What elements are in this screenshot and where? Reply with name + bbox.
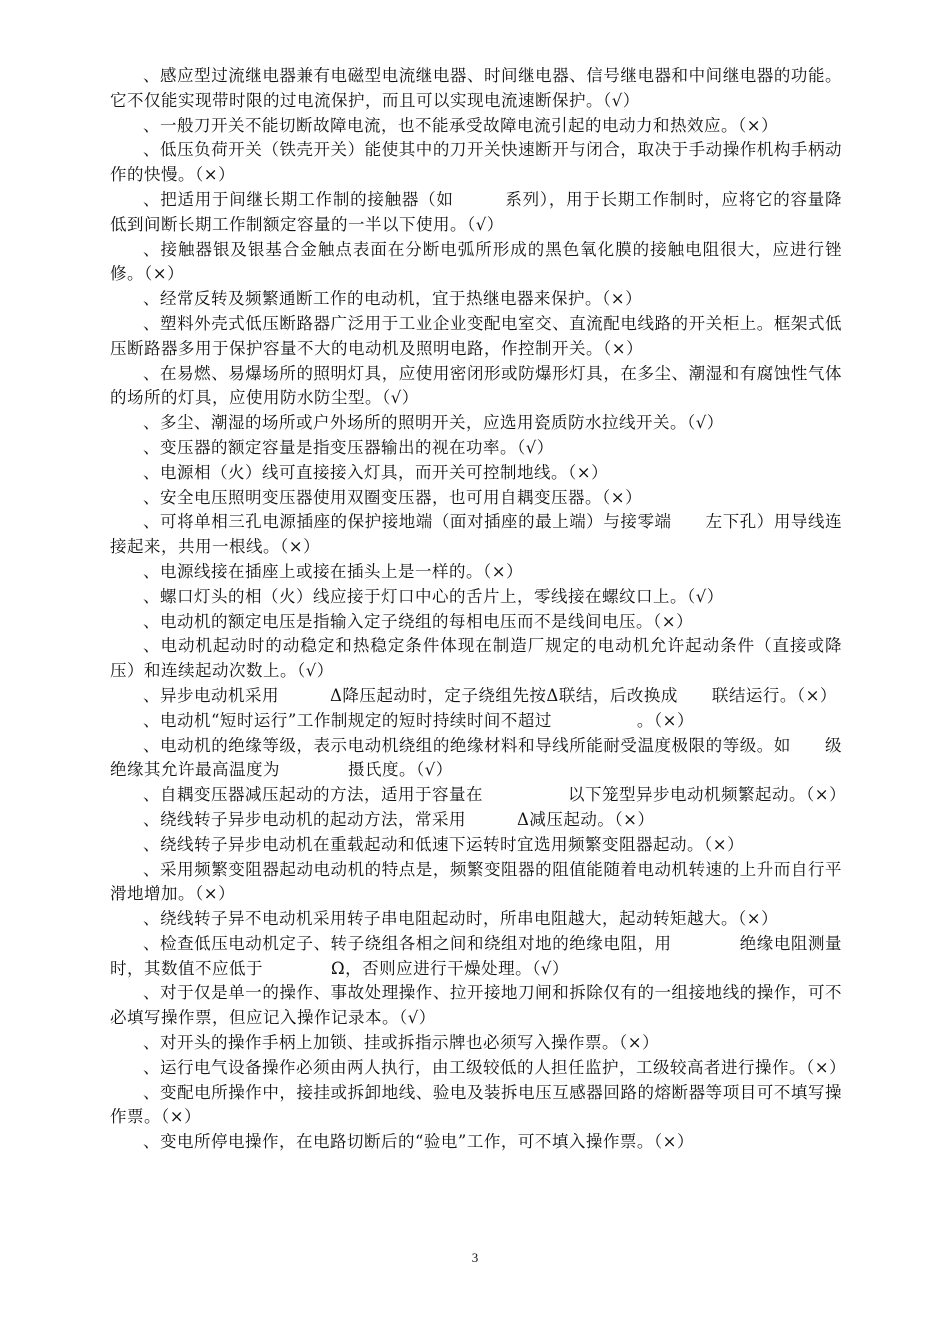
true-false-item: 、变压器的额定容量是指变压器输出的视在功率。（√）: [143, 437, 554, 457]
true-false-item: 、绕线转子异步电动机在重载起动和低速下运转时宜选用频繁变阻器起动。（×）: [143, 834, 745, 854]
true-false-item: 、多尘、潮湿的场所或户外场所的照明开关，应选用瓷质防水拉线开关。（√）: [143, 413, 724, 433]
true-false-item: 、电动机“短时运行”工作制规定的短时持续时间不超过 。（×）: [143, 710, 694, 730]
true-false-item: 、螺口灯头的相（火）线应接于灯口中心的舌片上，零线接在螺纹口上。（√）: [143, 586, 724, 606]
true-false-item: 、对开头的操作手柄上加锁、挂或拆指示牌也必须写入操作票。（×）: [143, 1033, 660, 1053]
true-false-item: 、可将单相三孔电源插座的保护接地端（面对插座的最上端）与接零端 左下孔）用导线连接起来，共用一根线。（×）: [110, 512, 842, 557]
true-false-item: 、对于仅是单一的操作、事故处理操作、拉开接地刀闸和拆除仅有的一组接地线的操作，可不必填写操作票，但应记入操作记录本。（√）: [110, 983, 842, 1028]
true-false-item: 、电动机的绝缘等级，表示电动机绕组的绝缘材料和导线所能耐受温度极限的等级。如 级绝缘其允许最高温度为 摄氏度。（√）: [110, 735, 842, 780]
true-false-item: 、绕线转子异不电动机采用转子串电阻起动时，所串电阻越大，起动转矩越大。（×）: [143, 909, 779, 929]
true-false-item: 、变电所停电操作，在电路切断后的“验电”工作，可不填入操作票。（×）: [143, 1132, 694, 1152]
true-false-item: 、在易燃、易爆场所的照明灯具，应使用密闭形或防爆形灯具，在多尘、潮湿和有腐蚀性气体的场所的灯具，应使用防水防尘型。（√）: [110, 363, 842, 408]
true-false-item: 、电源线接在插座上或接在插头上是一样的。（×）: [143, 561, 524, 581]
true-false-item: 、运行电气设备操作必须由两人执行，由工级较低的人担任监护，工级较高者进行操作。（×）: [143, 1057, 847, 1077]
page-number: 3: [471, 1250, 479, 1265]
true-false-item: 、变配电所操作中，接挂或拆卸地线、验电及装拆电压互感器回路的熔断器等项目可不填写操作票。（×）: [110, 1082, 842, 1127]
true-false-item: 、检查低压电动机定子、转子绕组各相之间和绕组对地的绝缘电阻，用 绝缘电阻测量时，其数值不应低于 Ω，否则应进行干燥处理。（√）: [110, 933, 842, 978]
true-false-item: 、绕线转子异步电动机的起动方法，常采用 Δ减压起动。（×）: [143, 809, 655, 829]
true-false-item: 、安全电压照明变压器使用双圈变压器，也可用自耦变压器。（×）: [143, 487, 643, 507]
true-false-item: 、把适用于间继长期工作制的接触器（如 系列），用于长期工作制时，应将它的容量降低到间断长期工作制额定容量的一半以下使用。（√）: [110, 189, 842, 234]
true-false-item: 、接触器银及银基合金触点表面在分断电弧所形成的黑色氧化膜的接触电阻很大，应进行锉修。（×）: [110, 239, 842, 284]
true-false-item: 、采用频繁变阻器起动电动机的特点是，频繁变阻器的阻值能随着电动机转速的上升而自行平滑地增加。（×）: [110, 859, 842, 904]
true-false-item: 、低压负荷开关（铁壳开关）能使其中的刀开关快速断开与闭合，取决于手动操作机构手柄动作的快慢。（×）: [110, 140, 842, 185]
true-false-item: 、塑料外壳式低压断路器广泛用于工业企业变配电室交、直流配电线路的开关柜上。框架式低压断路器多用于保护容量不大的电动机及照明电路，作控制开关。（×）: [110, 313, 842, 358]
true-false-item: 、感应型过流继电器兼有电磁型电流继电器、时间继电器、信号继电器和中间继电器的功能。它不仅能实现带时限的过电流保护，而且可以实现电流速断保护。（√）: [110, 66, 842, 110]
question-list: [110, 64, 847, 1155]
true-false-item: 、电动机的额定电压是指输入定子绕组的每相电压而不是线间电压。（×）: [143, 611, 694, 631]
true-false-item: 、电源相（火）线可直接接入灯具，而开关可控制地线。（×）: [143, 462, 609, 482]
true-false-item: 、自耦变压器减压起动的方法，适用于容量在 以下笼型异步电动机频繁起动。（×）: [143, 785, 847, 805]
true-false-item: 、电动机起动时的动稳定和热稳定条件体现在制造厂规定的电动机允许起动条件（直接或降压）和连续起动次数上。（√）: [110, 636, 842, 681]
true-false-item: 、异步电动机采用 Δ降压起动时，定子绕组先按Δ联结，后改换成 联结运行。（×）: [143, 685, 837, 705]
true-false-item: 、经常反转及频繁通断工作的电动机，宜于热继电器来保护。（×）: [143, 289, 643, 309]
true-false-item: 、一般刀开关不能切断故障电流，也不能承受故障电流引起的电动力和热效应。（×）: [143, 115, 779, 135]
